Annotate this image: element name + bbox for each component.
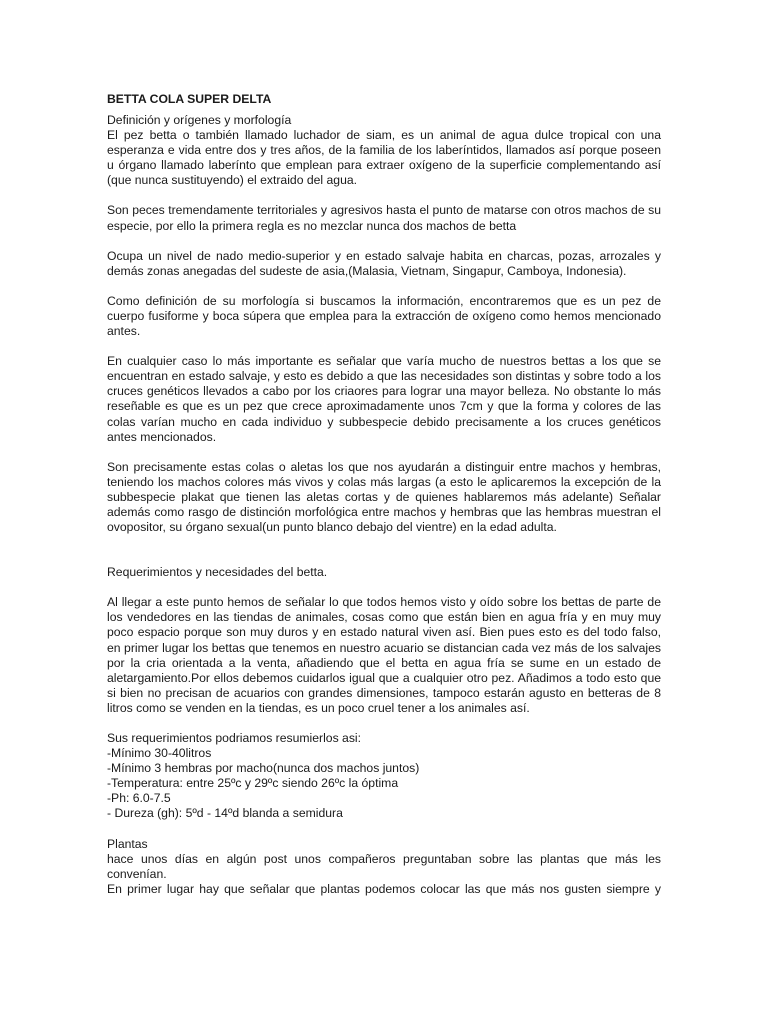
document-title: BETTA COLA SUPER DELTA [107,92,272,106]
list-item: -Mínimo 3 hembras por macho(nunca dos machos juntos) [107,761,420,776]
section-heading-plants: Plantas [107,836,148,851]
list-item: -Mínimo 30-40litros [107,746,212,761]
requirements-list [107,746,661,821]
list-item: - Dureza (gh): 5ºd - 14ºd blanda a semidura [107,806,343,821]
paragraph-plants-2: En primer lugar hay que señalar que plantas podemos colocar las que más nos gusten siempre y [107,881,661,896]
paragraph-requirements: Al llegar a este punto hemos de señalar lo que todos hemos visto y oído sobre los bettas de parte de los vendedores en las tiendas de animales, cosas como que están bien en agua fría y en muy muy poco espacio porque son muy duros y en estado natural viven así. Bien pues esto es del todo falso, en primer lugar los bettas que tenemos en nuestro acuario se distancian cada vez más de los salvajes por la cria orientada a la venta, añadiendo que el betta en agua fría se sume en un estado de aletargamiento.Por ellos debemos cuidarlos igual que a cualquier otro pez. Añadimos a todo esto que si bien no precisan de acuarios con grandes dimensiones, tampoco estarán agusto en betteras de 8 litros como se venden en la tiendas, es un poco cruel tener a los animales así. [107,595,661,715]
section-heading-requirements: Requerimientos y necesidades del betta. [107,565,328,580]
requirements-intro: Sus requerimientos podriamos resumierlos asi: [107,731,362,745]
paragraph-intro: El pez betta o también llamado luchador de siam, es un animal de agua dulce tropical con una esperanza e vida entre dos y tres años, de la familia de los laberíntidos, llamados así porque poseen u órgano llamado laberínto que emplean para extraer oxígeno de la superficie complementando así (que nunca sustituyendo) el extraido del agua. [107,128,661,188]
document-page [107,92,661,897]
paragraph-territorial: Son peces tremendamente territoriales y agresivos hasta el punto de matarse con otros machos de su especie, por ello la primera regla es no mezclar nunca dos machos de betta [107,203,661,233]
paragraph-genetics: En cualquier caso lo más importante es señalar que varía mucho de nuestros bettas a los que se encuentran en estado salvaje, y esto es debido a que las necesidades son distintas y sobre todo a los cruces genéticos llevados a cabo por los criaores para lograr una mayor belleza. No obstante lo más reseñable es que es un pez que crece aproximadamente unos 7cm y que la forma y colores de las colas varían mucho en cada individuo y subbespecie debido precisamente a los cruces genéticos antes mencionados. [107,354,661,444]
paragraph-morphology: Como definición de su morfología si buscamos la información, encontraremos que es un pez de cuerpo fusiforme y boca súpera que emplea para la extracción de oxígeno como hemos mencionado antes. [107,293,661,339]
paragraph-plants-1: hace unos días en algún post unos compañeros preguntaban sobre las plantas que más les convenían. [107,851,661,881]
paragraph-fins: Son precisamente estas colas o aletas los que nos ayudarán a distinguir entre machos y hembras, teniendo los machos colores más vivos y colas más largas (a esto le aplicaremos la excepción de la subbespecie plakat que tienen las aletas cortas y de quienes hablaremos más adelante) Señalar además como rasgo de distinción morfológica entre machos y hembras que las hembras muestran el ovopositor, su órgano sexual(un punto blanco debajo del vientre) en la edad adulta. [107,459,661,535]
section-heading-definition: Definición y orígenes y morfología [107,113,292,127]
list-item: -Ph: 6.0-7.5 [107,791,171,806]
paragraph-habitat: Ocupa un nivel de nado medio-superior y en estado salvaje habita en charcas, pozas, arrozales y demás zonas anegadas del sudeste de asia,(Malasia, Vietnam, Singapur, Camboya, Indonesia). [107,248,661,278]
list-item: -Temperatura: entre 25ºc y 29ºc siendo 26ºc la óptima [107,776,399,791]
